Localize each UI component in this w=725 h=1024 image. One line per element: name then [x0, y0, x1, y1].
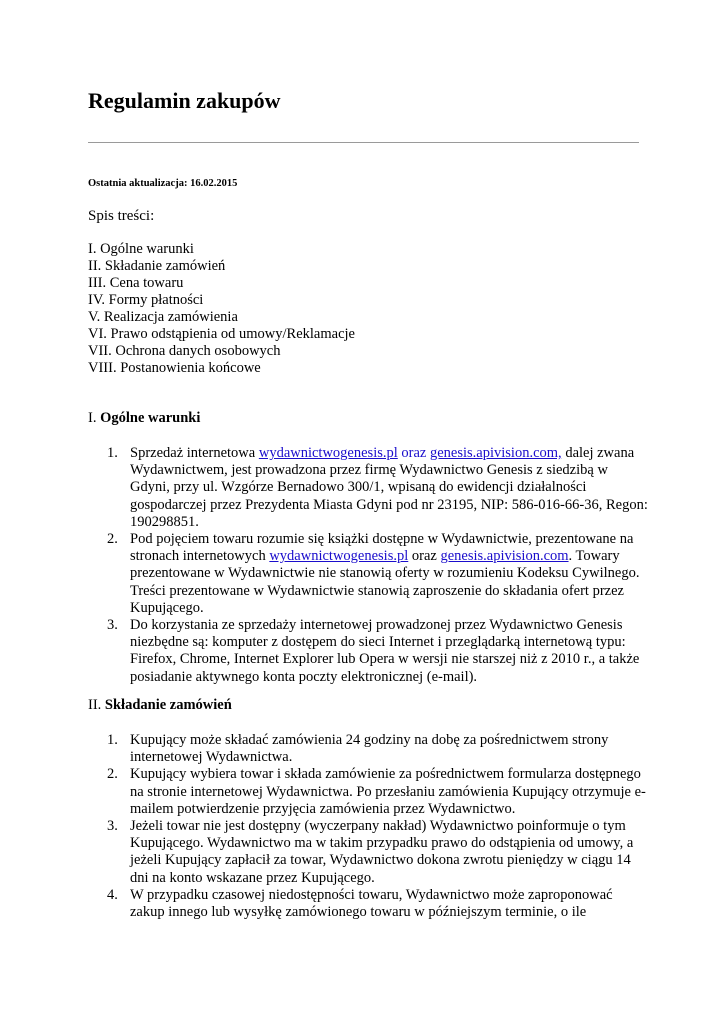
item-number: 3.	[107, 617, 118, 634]
list-item	[88, 617, 648, 686]
item-text: oraz	[397, 445, 430, 461]
general-terms-list	[88, 445, 648, 686]
item-number: 1.	[107, 445, 118, 461]
item-text: Jeżeli towar nie jest dostępny (wyczerpany nakład) Wydawnictwo poinformuje o tym Kupującego. Wydawnictwo ma w takim przypadku prawo do odstąpienia od umowy, a jeżeli Kupujący zapłacił za towar, Wydawnictwo dokona zwrotu pieniędzy w ciągu 14 dni na konto wskazane przez Kupującego.	[130, 818, 634, 886]
toc-title: Spis treści:	[88, 208, 155, 224]
item-text: Kupujący wybiera towar i składa zamówienie za pośrednictwem formularza dostępnego na stronie internetowej Wydawnictwa. Po przesłaniu zamówienia Kupujący otrzymuje e-mailem potwierdzenie przyjęcia zamówienia przez Wydawnictwo.	[130, 766, 646, 817]
section-heading-general	[88, 410, 200, 427]
list-item	[88, 531, 648, 617]
toc-item: VII. Ochrona danych osobowych	[88, 343, 281, 359]
section-number: I.	[88, 410, 97, 426]
item-number: 1.	[107, 732, 118, 748]
section-title: Ogólne warunki	[100, 410, 201, 426]
toc-item: IV. Formy płatności	[88, 292, 204, 308]
horizontal-rule	[88, 142, 639, 143]
item-text: Kupujący może składać zamówienia 24 godziny na dobę za pośrednictwem strony internetowej Wydawnictwa.	[130, 732, 609, 766]
list-item	[88, 732, 648, 766]
last-updated: Ostatnia aktualizacja: 16.02.2015	[88, 178, 238, 189]
link-wydawnictwogenesis[interactable]: wydawnictwogenesis.pl	[258, 445, 398, 461]
item-text: W przypadku czasowej niedostępności towaru, Wydawnictwo może zaproponować zakup innego lub wysyłkę zamówionego towaru w późniejszym terminie, o ile	[130, 886, 613, 921]
link-genesis-apivision[interactable]: genesis.apivision.com	[440, 548, 569, 565]
orders-list	[88, 732, 648, 921]
item-text: dalej zwana Wydawnictwem, jest prowadzona przez firmę Wydawnictwo Genesis z siedzibą w Gdyni, przy ul. Wzgórze Bernadowo 300/1, wpisaną do ewidencji działalności gospodarczej przez Prezydenta Miasta Gdyni pod nr 23195, NIP: 586-016-66-36, Regon: 190298851.	[130, 445, 648, 530]
list-item	[88, 445, 648, 531]
item-text: oraz	[408, 548, 441, 565]
list-item	[88, 887, 648, 921]
toc-item: III. Cena towaru	[88, 275, 184, 291]
item-number: 4.	[107, 886, 118, 903]
item-number: 3.	[107, 818, 118, 835]
section-heading-orders	[88, 697, 232, 714]
item-number: 2.	[107, 766, 118, 783]
item-text: Pod pojęciem towaru rozumie się książki dostępne w Wydawnictwie, prezentowane na stronach internetowych	[130, 531, 634, 565]
item-text: Do korzystania ze sprzedaży internetowej prowadzonej przez Wydawnictwo Genesis niezbędne są: komputer z dostępem do sieci Internet i przeglądarką internetową typu: Firefox, Chrome, Internet Explorer lub Opera w wersji nie starszej niż z 2010 r., a także posiadanie aktywnego konta poczty elektronicznej (e-mail).	[130, 617, 640, 685]
table-of-contents	[88, 241, 355, 377]
item-text: Sprzedaż internetowa	[130, 445, 259, 461]
toc-item: II. Składanie zamówień	[88, 258, 226, 274]
section-number: II.	[88, 697, 102, 713]
page-title: Regulamin zakupów	[88, 88, 281, 113]
list-item	[88, 818, 648, 887]
toc-item: VIII. Postanowienia końcowe	[88, 360, 261, 376]
toc-item: V. Realizacja zamówienia	[88, 309, 238, 325]
list-item	[88, 766, 648, 818]
section-title: Składanie zamówień	[104, 697, 232, 713]
link-genesis-apivision[interactable]: genesis.apivision.com,	[429, 445, 562, 461]
item-number: 2.	[107, 531, 118, 548]
toc-item: I. Ogólne warunki	[88, 241, 194, 257]
toc-item: VI. Prawo odstąpienia od umowy/Reklamacje	[88, 326, 355, 342]
link-wydawnictwogenesis[interactable]: wydawnictwogenesis.pl	[269, 548, 409, 565]
item-text: . Towary prezentowane w Wydawnictwie nie stanowią oferty w rozumieniu Kodeksu Cywilnego. Treści prezentowane w Wydawnictwie stanowią zaproszenie do składania ofert przez Kupującego.	[130, 548, 640, 616]
